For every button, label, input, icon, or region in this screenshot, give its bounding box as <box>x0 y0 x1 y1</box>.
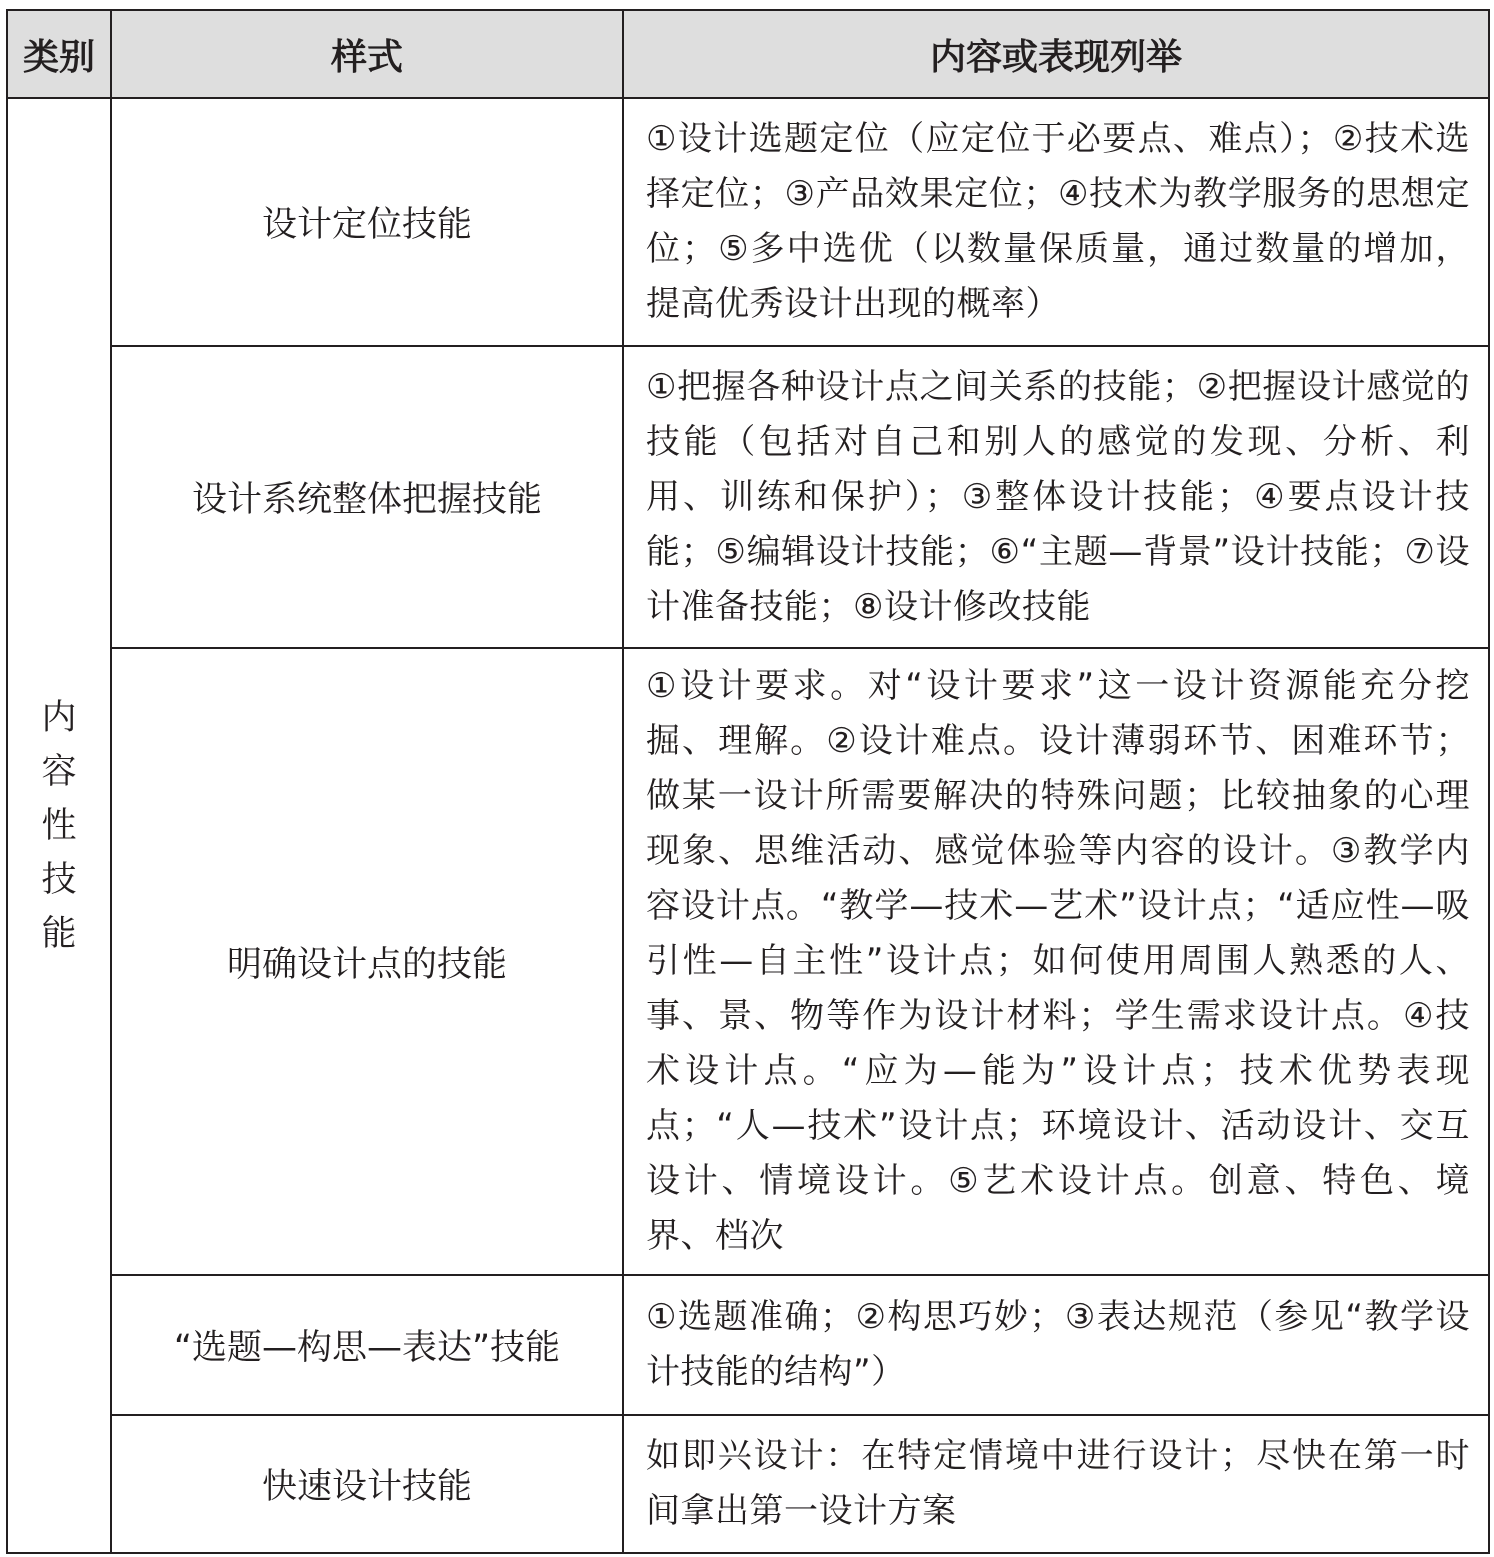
table-row <box>7 98 1489 346</box>
header-category: 类别 <box>7 10 111 98</box>
category-label: 内容性技能 <box>41 697 77 954</box>
style-cell: “选题—构思—表达”技能 <box>111 1275 623 1415</box>
skills-table <box>6 9 1490 1554</box>
content-cell: 如即兴设计：在特定情境中进行设计；尽快在第一时间拿出第一设计方案 <box>623 1415 1489 1553</box>
content-cell: ①设计要求。对“设计要求”这一设计资源能充分挖掘、理解。②设计难点。设计薄弱环节、困难环节；做某一设计所需要解决的特殊问题；比较抽象的心理现象、思维活动、感觉体验等内容的设计。③教学内容设计点。“教学—技术—艺术”设计点；“适应性—吸引性—自主性”设计点；如何使用周围人熟悉的人、事、景、物等作为设计材料；学生需求设计点。④技术设计点。“应为—能为”设计点；技术优势表现点；“人—技术”设计点；环境设计、活动设计、交互设计、情境设计。⑤艺术设计点。创意、特色、境界、档次 <box>623 648 1489 1275</box>
style-cell: 设计系统整体把握技能 <box>111 346 623 648</box>
content-cell: ①设计选题定位（应定位于必要点、难点）；②技术选择定位；③产品效果定位；④技术为教学服务的思想定位；⑤多中选优（以数量保质量，通过数量的增加，提高优秀设计出现的概率） <box>623 98 1489 346</box>
table-row <box>7 648 1489 1275</box>
category-cell <box>7 98 111 1553</box>
table-header-row <box>7 10 1489 98</box>
table-row <box>7 1275 1489 1415</box>
table-row <box>7 346 1489 648</box>
header-content: 内容或表现列举 <box>623 10 1489 98</box>
style-cell: 明确设计点的技能 <box>111 648 623 1275</box>
header-style: 样式 <box>111 10 623 98</box>
style-cell: 快速设计技能 <box>111 1415 623 1553</box>
skills-table-container <box>6 9 1488 1548</box>
content-cell: ①选题准确；②构思巧妙；③表达规范（参见“教学设计技能的结构”） <box>623 1275 1489 1415</box>
table-row <box>7 1415 1489 1553</box>
style-cell: 设计定位技能 <box>111 98 623 346</box>
content-cell: ①把握各种设计点之间关系的技能；②把握设计感觉的技能（包括对自己和别人的感觉的发现、分析、利用、训练和保护）；③整体设计技能；④要点设计技能；⑤编辑设计技能；⑥“主题—背景”设计技能；⑦设计准备技能；⑧设计修改技能 <box>623 346 1489 648</box>
